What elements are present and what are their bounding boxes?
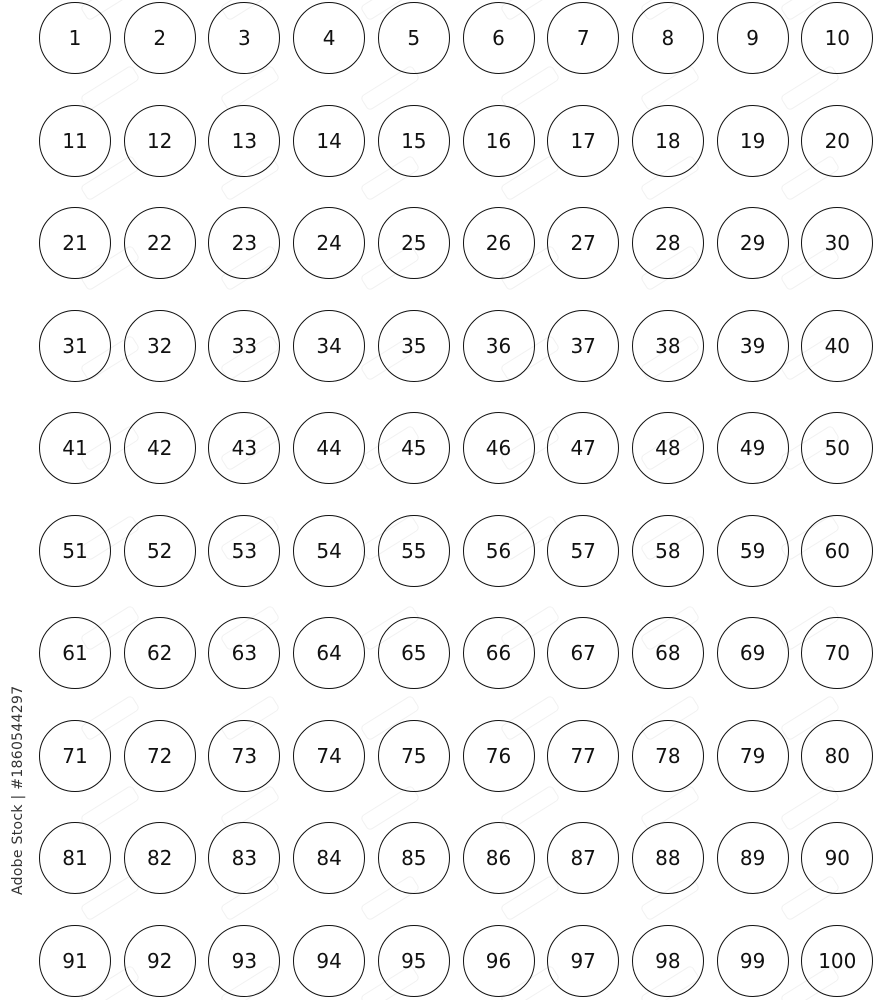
number-label: 94 [316, 948, 342, 973]
number-label: 47 [570, 436, 596, 460]
number-label: 36 [485, 333, 512, 358]
number-label: 99 [739, 948, 766, 973]
number-circle [801, 822, 873, 894]
number-circle [801, 207, 873, 279]
number-label: 16 [485, 128, 512, 153]
number-circle [463, 207, 535, 279]
number-circle [632, 617, 704, 689]
number-circle [717, 720, 789, 792]
number-label: 72 [146, 743, 173, 768]
number-circle [632, 822, 704, 894]
number-circle [378, 2, 450, 74]
number-label: 60 [824, 538, 851, 563]
number-label: 66 [485, 641, 512, 665]
number-label: 30 [824, 231, 851, 255]
number-label: 93 [231, 948, 258, 973]
number-label: 89 [739, 846, 766, 870]
stock-image-id: Adobe Stock | #1860544297 [10, 685, 26, 895]
number-circle [463, 925, 535, 997]
number-label: 80 [824, 743, 851, 768]
number-label: 67 [570, 641, 596, 665]
number-label: 43 [231, 436, 258, 460]
number-label: 32 [146, 333, 173, 358]
number-circle [463, 310, 535, 382]
number-circle [39, 105, 111, 177]
number-circle [717, 822, 789, 894]
number-label: 51 [62, 538, 88, 563]
number-label: 11 [62, 128, 88, 153]
number-circle [717, 105, 789, 177]
number-circle [378, 515, 450, 587]
number-circle [208, 2, 280, 74]
number-label: 35 [401, 333, 427, 358]
number-circle [124, 105, 196, 177]
number-label: 48 [655, 436, 681, 460]
number-circle [208, 310, 280, 382]
number-label: 90 [824, 846, 851, 870]
number-circle [293, 720, 365, 792]
number-circle [378, 412, 450, 484]
number-circle [632, 105, 704, 177]
number-circle [39, 720, 111, 792]
number-circle [293, 2, 365, 74]
number-circle [208, 617, 280, 689]
number-circle [124, 822, 196, 894]
number-label: 2 [153, 26, 167, 50]
number-circle [547, 617, 619, 689]
number-circle [717, 925, 789, 997]
number-label: 7 [576, 26, 590, 50]
number-label: 41 [62, 436, 88, 460]
number-circle [463, 720, 535, 792]
number-label: 59 [739, 538, 766, 563]
number-label: 58 [655, 538, 681, 563]
number-label: 34 [316, 333, 342, 358]
number-circle [39, 2, 111, 74]
number-circle [39, 822, 111, 894]
number-circle [208, 925, 280, 997]
number-circle [547, 925, 619, 997]
number-circle [293, 822, 365, 894]
number-circle [463, 2, 535, 74]
number-label: 69 [739, 641, 766, 665]
number-label: 15 [401, 128, 427, 153]
number-label: 39 [739, 333, 766, 358]
number-circle [463, 515, 535, 587]
number-circle [717, 515, 789, 587]
number-circle [293, 105, 365, 177]
number-label: 92 [146, 948, 173, 973]
number-label: 82 [146, 846, 173, 870]
number-label: 91 [62, 948, 88, 973]
number-circle [124, 2, 196, 74]
number-circle [378, 720, 450, 792]
number-label: 8 [661, 26, 675, 50]
number-circle [463, 822, 535, 894]
number-circle [547, 2, 619, 74]
number-label: 42 [146, 436, 173, 460]
number-circle [717, 2, 789, 74]
number-label: 27 [570, 231, 596, 255]
number-label: 21 [62, 231, 88, 255]
number-circle [39, 925, 111, 997]
number-label: 40 [824, 333, 851, 358]
number-circle [39, 207, 111, 279]
number-label: 95 [401, 948, 427, 973]
number-label: 70 [824, 641, 851, 665]
number-circle [632, 412, 704, 484]
number-label: 68 [655, 641, 681, 665]
number-label: 37 [570, 333, 596, 358]
number-circle [801, 310, 873, 382]
number-circle [632, 515, 704, 587]
number-label: 55 [401, 538, 427, 563]
number-circle [378, 617, 450, 689]
number-label: 57 [570, 538, 596, 563]
number-label: 25 [401, 231, 427, 255]
number-circle [801, 412, 873, 484]
number-label: 85 [401, 846, 427, 870]
number-circle [293, 515, 365, 587]
number-circle [463, 412, 535, 484]
number-label: 46 [485, 436, 512, 460]
number-circle [293, 412, 365, 484]
number-label: 13 [231, 128, 258, 153]
number-circle [293, 310, 365, 382]
number-label: 19 [739, 128, 766, 153]
number-label: 3 [238, 26, 251, 50]
number-label: 6 [492, 26, 505, 50]
number-circle [632, 720, 704, 792]
number-circle [547, 412, 619, 484]
number-label: 83 [231, 846, 258, 870]
number-label: 9 [746, 26, 759, 50]
number-label: 64 [316, 641, 342, 665]
number-label: 87 [570, 846, 596, 870]
number-circle [208, 822, 280, 894]
number-label: 54 [316, 538, 342, 563]
number-circle [293, 617, 365, 689]
number-circle [801, 720, 873, 792]
number-circle [801, 2, 873, 74]
number-label: 31 [62, 333, 88, 358]
number-circle [124, 925, 196, 997]
number-circle [124, 720, 196, 792]
number-circle [632, 207, 704, 279]
number-label: 97 [570, 948, 596, 973]
number-circle [208, 207, 280, 279]
number-label: 26 [485, 231, 512, 255]
number-circle [124, 515, 196, 587]
number-label: 38 [655, 333, 681, 358]
number-circle [717, 412, 789, 484]
number-label: 79 [739, 743, 766, 768]
number-label: 33 [231, 333, 258, 358]
number-label: 49 [739, 436, 766, 460]
number-label: 44 [316, 436, 342, 460]
number-label: 100 [818, 948, 857, 973]
number-circle [801, 105, 873, 177]
number-label: 81 [62, 846, 88, 870]
number-label: 22 [146, 231, 173, 255]
number-circle [717, 207, 789, 279]
number-label: 5 [407, 26, 421, 50]
number-circle [39, 412, 111, 484]
number-label: 63 [231, 641, 258, 665]
number-label: 45 [401, 436, 427, 460]
number-circle [717, 310, 789, 382]
number-label: 50 [824, 436, 851, 460]
number-label: 29 [739, 231, 766, 255]
number-circle [124, 207, 196, 279]
number-label: 88 [655, 846, 681, 870]
number-circle [124, 310, 196, 382]
number-circle [547, 720, 619, 792]
number-circle [378, 207, 450, 279]
number-label: 23 [231, 231, 258, 255]
number-label: 74 [316, 743, 342, 768]
number-label: 1 [68, 26, 82, 50]
number-circle [632, 925, 704, 997]
number-label: 96 [485, 948, 512, 973]
number-label: 53 [231, 538, 258, 563]
number-circle [378, 925, 450, 997]
number-label: 78 [655, 743, 681, 768]
number-label: 17 [570, 128, 596, 153]
number-label: 56 [485, 538, 512, 563]
number-label: 52 [146, 538, 173, 563]
number-label: 10 [824, 26, 851, 50]
number-label: 28 [655, 231, 681, 255]
number-circle [632, 2, 704, 74]
number-label: 24 [316, 231, 342, 255]
number-circle [547, 515, 619, 587]
number-circle [208, 720, 280, 792]
number-circle [293, 925, 365, 997]
number-circle [801, 617, 873, 689]
number-label: 12 [146, 128, 173, 153]
number-label: 61 [62, 641, 88, 665]
number-label: 86 [485, 846, 512, 870]
number-label: 73 [231, 743, 258, 768]
number-circle [801, 515, 873, 587]
number-circle [208, 412, 280, 484]
number-circle [801, 925, 873, 997]
number-label: 98 [655, 948, 681, 973]
number-circle [547, 207, 619, 279]
number-label: 65 [401, 641, 427, 665]
number-label: 20 [824, 128, 851, 153]
number-circle [208, 105, 280, 177]
number-circle [378, 822, 450, 894]
number-circle [39, 310, 111, 382]
number-circle [547, 105, 619, 177]
number-circle [39, 617, 111, 689]
number-circle [124, 412, 196, 484]
number-circle [39, 515, 111, 587]
number-circle [463, 617, 535, 689]
number-label: 84 [316, 846, 342, 870]
number-label: 75 [401, 743, 427, 768]
number-circle [632, 310, 704, 382]
number-label: 4 [322, 26, 336, 50]
number-label: 71 [62, 743, 88, 768]
number-label: 14 [316, 128, 342, 153]
number-label: 18 [655, 128, 681, 153]
number-circle [208, 515, 280, 587]
number-circle [293, 207, 365, 279]
number-circle [547, 822, 619, 894]
number-label: 77 [570, 743, 596, 768]
number-label: 76 [485, 743, 512, 768]
number-circle [717, 617, 789, 689]
number-circle [378, 310, 450, 382]
number-circle [378, 105, 450, 177]
number-circle [463, 105, 535, 177]
number-label: 62 [146, 641, 173, 665]
number-circle [124, 617, 196, 689]
number-circle [547, 310, 619, 382]
